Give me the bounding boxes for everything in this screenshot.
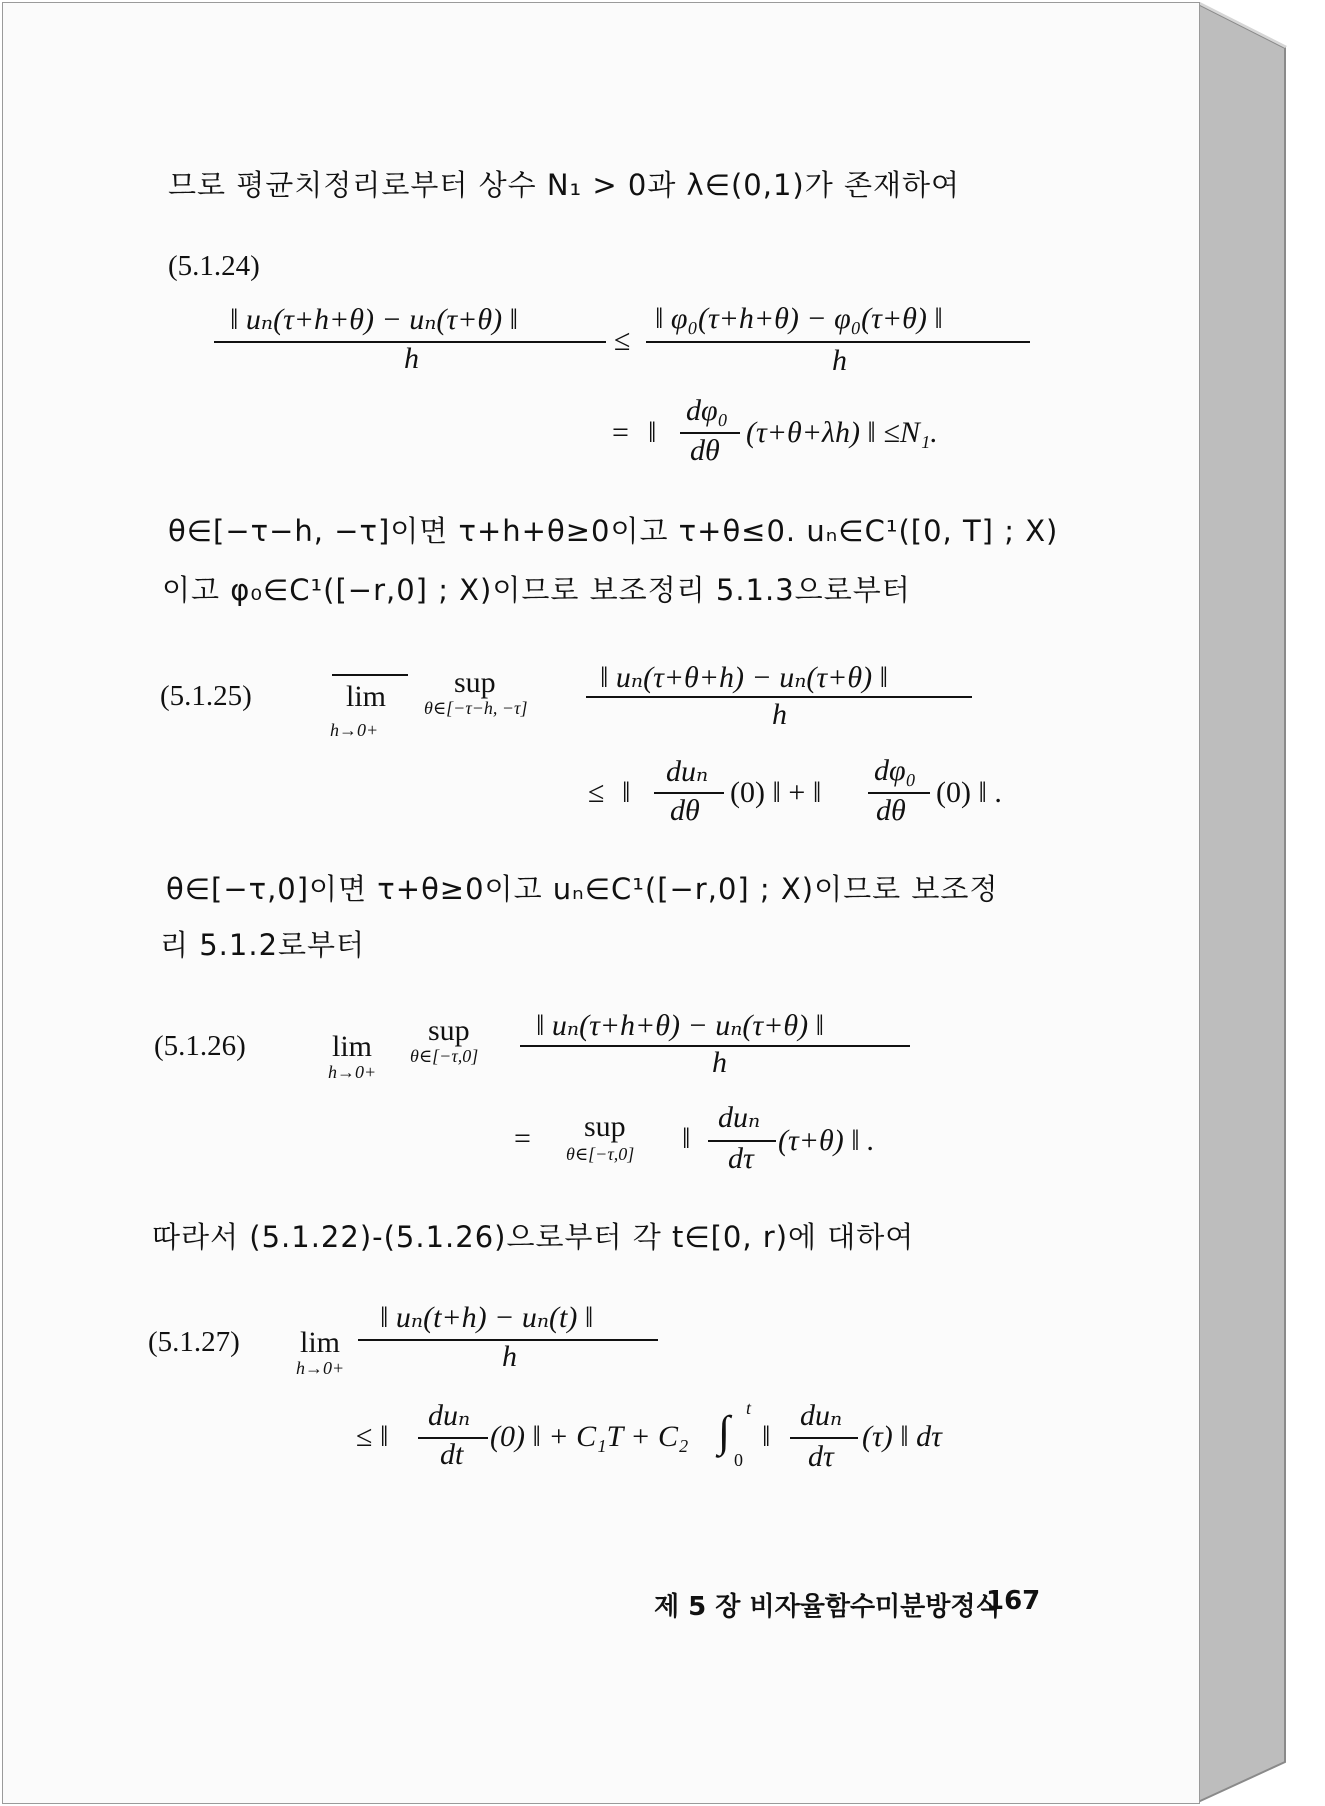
eq25-derivative1-numerator: duₙ bbox=[666, 755, 709, 788]
eq25-relation-le: ≤ bbox=[588, 776, 605, 809]
equation-label-5-1-27: (5.1.27) bbox=[148, 1326, 240, 1358]
eq25-numerator: ‖ uₙ(τ+θ+h) − uₙ(τ+θ) ‖ bbox=[600, 661, 889, 694]
eq27-middle: (0) ‖ + C₁T + C₂ bbox=[490, 1420, 689, 1453]
footer-chapter-title: 제 5 장 비자율함수미분방정식 bbox=[654, 1592, 1001, 1622]
eq24-relation-eq: = bbox=[612, 416, 629, 449]
text-line-4: θ∈[−τ,0]이면 τ+θ≥0이고 uₙ∈C¹([−r,0] ; X)이므로 보조정 bbox=[166, 872, 999, 906]
eq27-integral-lower: 0 bbox=[734, 1450, 743, 1470]
eq24-rhs-denominator: h bbox=[832, 344, 847, 377]
eq27-derivative2-denominator: dτ bbox=[808, 1440, 834, 1473]
eq27-derivative1-denominator: dt bbox=[440, 1438, 464, 1471]
eq24-lhs-numerator: ‖ uₙ(τ+h+θ) − uₙ(τ+θ) ‖ bbox=[230, 303, 519, 336]
eq27-relation-le: ≤ ‖ bbox=[356, 1420, 389, 1453]
eq27-integral-sign: ∫ bbox=[718, 1407, 731, 1456]
eq27-lim: lim bbox=[300, 1326, 341, 1359]
equation-label-5-1-25: (5.1.25) bbox=[160, 680, 252, 712]
eq24-derivative-denominator: dθ bbox=[690, 434, 720, 467]
eq26-derivative-denominator: dτ bbox=[728, 1142, 754, 1175]
eq27-derivative1-numerator: duₙ bbox=[428, 1399, 471, 1432]
eq25-sup: sup bbox=[454, 666, 496, 699]
eq26-sup-subscript: θ∈[−τ,0] bbox=[410, 1046, 479, 1066]
eq27-derivative2-bar bbox=[790, 1437, 858, 1439]
eq27-tail: (τ) ‖ dτ bbox=[862, 1420, 942, 1453]
eq27-norm-open: ‖ bbox=[762, 1420, 771, 1453]
eq24-relation-le: ≤ bbox=[614, 324, 631, 357]
eq26-denominator: h bbox=[712, 1046, 727, 1079]
eq25-lim: lim bbox=[346, 680, 387, 713]
text-line-1: 므로 평균치정리로부터 상수 N₁ > 0과 λ∈(0,1)가 존재하여 bbox=[168, 168, 961, 202]
eq25-limsup-overline bbox=[332, 674, 408, 676]
eq26-sup2: sup bbox=[584, 1110, 626, 1143]
eq25-derivative1-denominator: dθ bbox=[670, 794, 700, 827]
eq24-rhs-numerator: ‖ φ₀(τ+h+θ) − φ₀(τ+θ) ‖ bbox=[655, 302, 943, 335]
eq27-integral-upper: t bbox=[746, 1398, 752, 1418]
eq24-norm-open: ‖ bbox=[648, 416, 657, 449]
text-line-5: 리 5.1.2로부터 bbox=[160, 928, 366, 962]
eq24-lhs-denominator: h bbox=[404, 342, 419, 375]
text-line-3: 이고 φ₀∈C¹([−r,0] ; X)이므로 보조정리 5.1.3으로부터 bbox=[162, 573, 911, 607]
eq25-lim-subscript: h→0+ bbox=[330, 720, 379, 740]
equation-label-5-1-24: (5.1.24) bbox=[168, 250, 260, 282]
page-number: 167 bbox=[986, 1586, 1041, 1616]
eq27-numerator: ‖ uₙ(t+h) − uₙ(t) ‖ bbox=[380, 1301, 594, 1334]
eq24-rhs-fraction-bar bbox=[646, 341, 1030, 343]
equation-label-5-1-26: (5.1.26) bbox=[154, 1030, 246, 1062]
eq26-relation-eq: = bbox=[514, 1122, 531, 1155]
text-line-6: 따라서 (5.1.22)-(5.1.26)으로부터 각 t∈[0, r)에 대하여 bbox=[152, 1220, 915, 1254]
eq25-derivative2-numerator: dφ₀ bbox=[874, 754, 917, 787]
eq26-numerator: ‖ uₙ(τ+h+θ) − uₙ(τ+θ) ‖ bbox=[536, 1009, 825, 1042]
text-line-2: θ∈[−τ−h, −τ]이면 τ+h+θ≥0이고 τ+θ≤0. uₙ∈C¹([0, T] ; X) bbox=[168, 514, 1059, 548]
eq25-middle: (0) ‖ + ‖ bbox=[730, 776, 822, 809]
eq25-tail: (0) ‖ . bbox=[936, 776, 1002, 809]
eq25-denominator: h bbox=[772, 698, 787, 731]
eq26-lim: lim bbox=[332, 1030, 373, 1063]
eq26-lim-subscript: h→0+ bbox=[328, 1062, 377, 1082]
eq25-norm-open: ‖ bbox=[622, 776, 631, 809]
eq26-sup2-subscript: θ∈[−τ,0] bbox=[566, 1144, 635, 1164]
eq27-denominator: h bbox=[502, 1340, 517, 1373]
eq24-tail: (τ+θ+λh) ‖ ≤N₁. bbox=[746, 416, 938, 449]
eq27-derivative2-numerator: duₙ bbox=[800, 1399, 843, 1432]
eq27-lim-subscript: h→0+ bbox=[296, 1358, 345, 1378]
eq25-sup-subscript: θ∈[−τ−h, −τ] bbox=[424, 698, 528, 718]
eq26-sup: sup bbox=[428, 1014, 470, 1047]
eq24-derivative-numerator: dφ₀ bbox=[686, 394, 729, 427]
eq26-derivative-numerator: duₙ bbox=[718, 1101, 761, 1134]
eq26-norm-open: ‖ bbox=[682, 1122, 691, 1155]
eq25-derivative2-denominator: dθ bbox=[876, 794, 906, 827]
eq26-tail: (τ+θ) ‖ . bbox=[778, 1124, 875, 1157]
